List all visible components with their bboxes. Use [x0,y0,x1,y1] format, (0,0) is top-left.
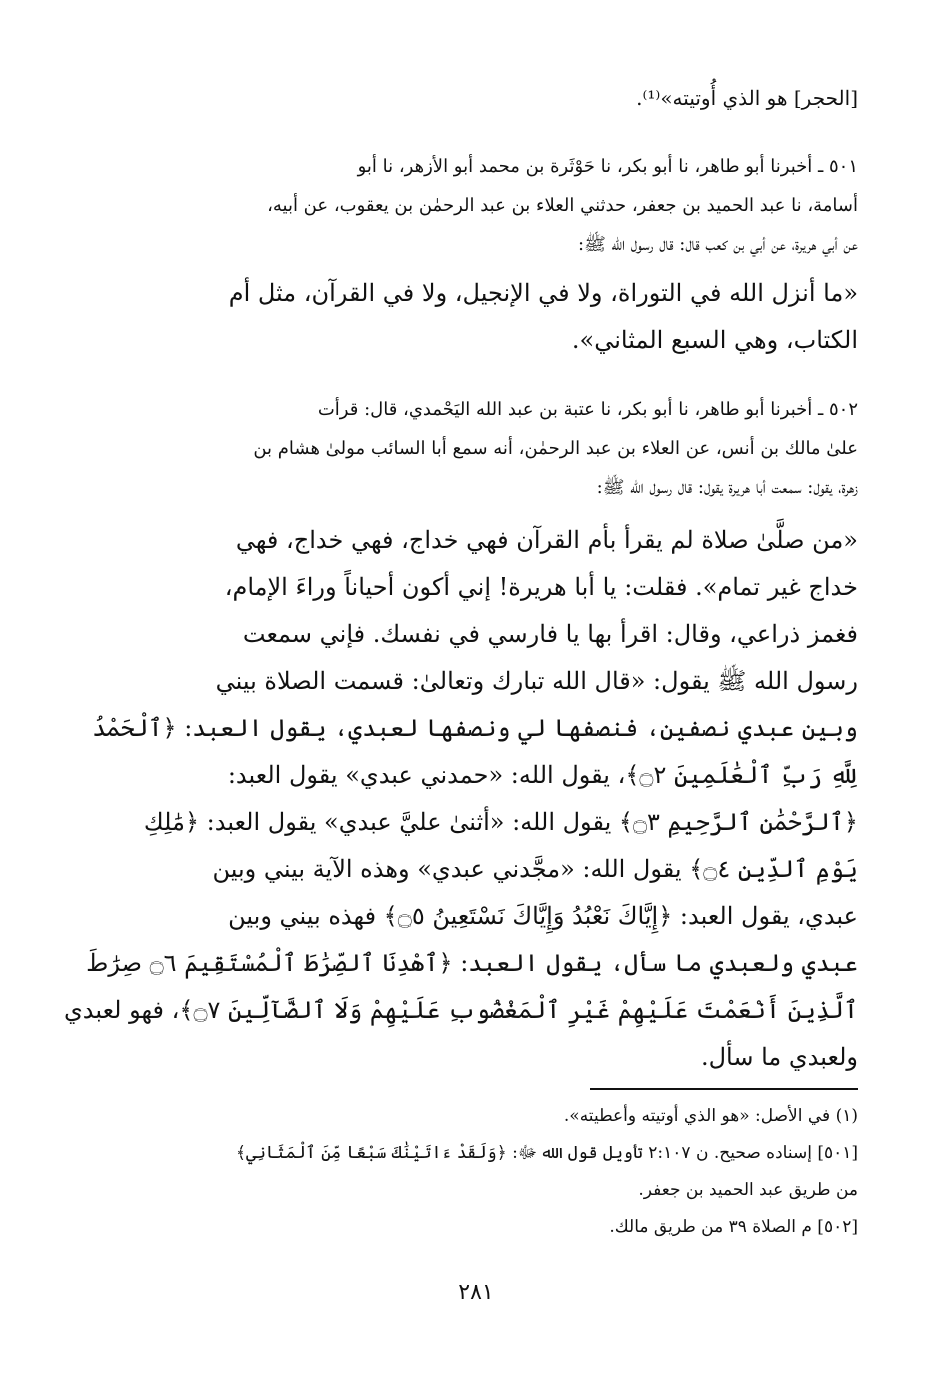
running-header [90,78,858,118]
matn-line: وبين عبدي نصفين، فنصفها لي ونصفها لعبدي، يقول العبد: ﴿ٱلْحَمْدُ [92,714,858,742]
matn-line: خداج غير تمام». فقلت: يا أبا هريرة! إني أكون أحياناً وراءَ الإمام، [224,573,858,601]
footnote-line: من طريق عبد الحميد بن جعفر. [638,1180,858,1200]
footnotes [90,1098,858,1246]
matn-line: رسول الله ﷺ يقول: «قال الله تبارك وتعالىٰ: قسمت الصلاة بيني [215,667,858,695]
matn-line: الكتاب، وهي السبع المثاني». [571,326,858,354]
isnad-line: عن أبي هريرة، عن أبي بن كعب قال: قال رسول الله ﷺ: [578,234,858,255]
header-line: [الحجر] هو الذي أُوتيته»⁽¹⁾. [636,86,858,110]
hadith-502-isnad [90,390,858,507]
matn-line: فغمز ذراعي، وقال: اقرأ بها يا فارسي في نفسك. فإني سمعت [242,620,858,648]
matn-line: عبدي ولعبدي ما سأل، يقول العبد: ﴿ٱهْدِنَا ٱلصِّرَٰطَ ٱلْمُسْتَقِيمَ ۝٦ صِرَٰطَ [86,949,858,977]
matn-line: لِلَّهِ رَبِّ ٱلْعَٰلَمِينَ ۝٢﴾، يقول الله: «حمدني عبدي» يقول العبد: [227,761,858,789]
footnote-line: [٥٠١] إسناده صحيح. ن ٢:١٠٧ تأويل قول الله ﷻ: ﴿وَلَقَدْ ءَاتَيْنَٰكَ سَبْعًا مِّنَ ٱلْمَثَانِي﴾ [236,1143,858,1163]
matn-line: ولعبدي ما سأل. [700,1043,858,1071]
isnad-line: زهرة، يقول: سمعت أبا هريرة يقول: قال رسول الله ﷺ: [596,477,858,498]
footnote-line: (١) في الأصل: «هو الذي أوتيته وأعطيته». [563,1106,858,1126]
isnad-line: علىٰ مالك بن أنس، عن العلاء بن عبد الرحمٰن، أنه سمع أبا السائب مولىٰ هشام بن [253,438,858,459]
footnote-divider [590,1088,858,1090]
matn-line: ٱلَّذِينَ أَنْعَمْتَ عَلَيْهِمْ غَيْرِ ٱلْمَغْضُوبِ عَلَيْهِمْ وَلَا ٱلضَّآلِّينَ ۝٧﴾، فهو لعبدي [63,996,858,1024]
hadith-502-matn [63,517,858,1081]
matn-line: «من صلَّىٰ صلاة لم يقرأ بأم القرآن فهي خداج، فهي خداج، فهي [235,526,858,554]
isnad-line: ٥٠١ ـ أخبرنا أبو طاهر، نا أبو بكر، نا حَوْثَرة بن محمد أبو الأزهر، نا أبو [357,156,858,177]
matn-line: عبدي، يقول العبد: ﴿إِيَّاكَ نَعْبُدُ وَإِيَّاكَ نَسْتَعِينُ ۝٥﴾ فهذه بيني وبين [228,902,858,930]
isnad-line: ٥٠٢ ـ أخبرنا أبو طاهر، نا أبو بكر، نا عتبة بن عبد الله اليَحْمدي، قال: قرأت [317,399,858,420]
isnad-line: أسامة، نا عبد الحميد بن جعفر، حدثني العلاء بن عبد الرحمٰن بن يعقوب، عن أبيه، [267,195,858,216]
matn-line: ﴿ٱلرَّحْمَٰنِ ٱلرَّحِيمِ ۝٣﴾ يقول الله: «أثنىٰ عليَّ عبدي» يقول العبد: ﴿مَٰلِكِ [143,808,858,836]
page-number: ٢٨١ [458,1280,494,1305]
footnote-line: [٥٠٢] م الصلاة ٣٩ من طريق مالك. [609,1217,858,1237]
hadith-501-matn [90,270,858,364]
matn-line: يَوْمِ ٱلدِّينِ ۝٤﴾ يقول الله: «مجَّدني عبدي» وهذه الآية بيني وبين [212,855,858,883]
hadith-501-isnad [90,147,858,264]
matn-line: «ما أنزل الله في التوراة، ولا في الإنجيل، ولا في القرآن، مثل أم [228,279,858,307]
